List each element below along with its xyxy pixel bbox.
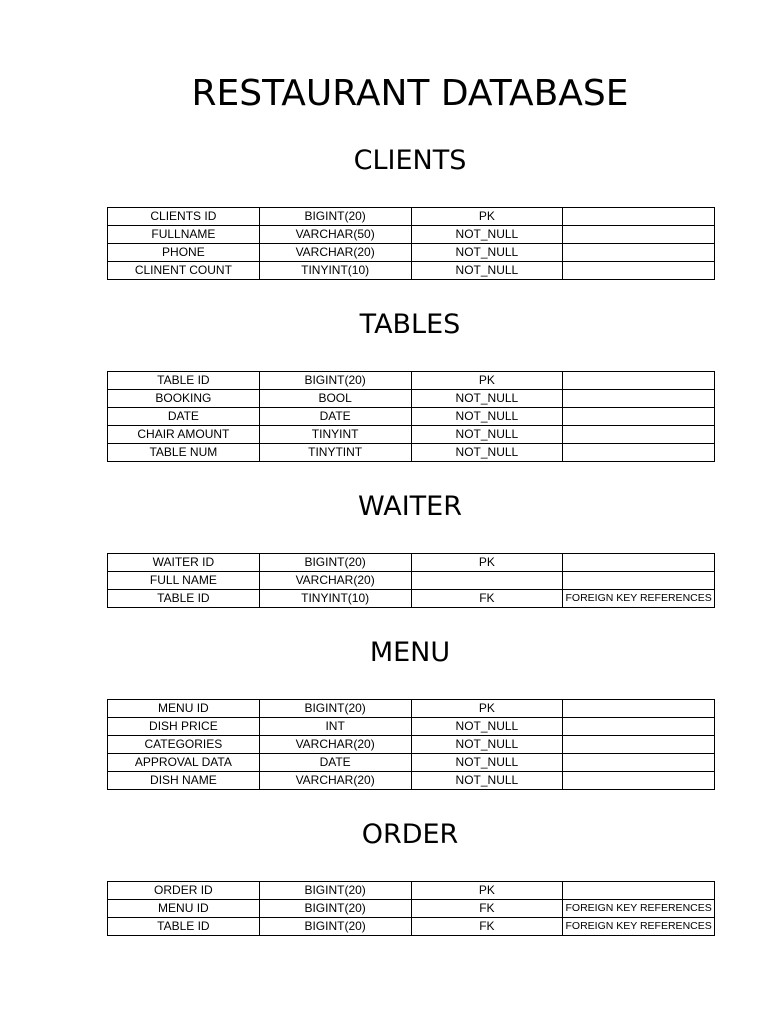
field-name-cell: TABLE ID [108,590,260,608]
table-row [108,408,715,426]
reference-cell [563,244,715,262]
reference-cell [563,262,715,280]
table-row [108,918,715,936]
table-waiter [107,553,715,608]
table-row [108,426,715,444]
constraint-cell: NOT_NULL [411,426,563,444]
table-row [108,372,715,390]
field-name-cell: CLINENT COUNT [108,262,260,280]
constraint-cell: NOT_NULL [411,262,563,280]
reference-cell [563,718,715,736]
constraint-cell: PK [411,700,563,718]
reference-cell: FOREIGN KEY REFERENCES [563,918,715,936]
constraint-cell: NOT_NULL [411,408,563,426]
reference-cell [563,372,715,390]
constraint-cell: PK [411,882,563,900]
reference-cell: FOREIGN KEY REFERENCES [563,900,715,918]
field-name-cell: ORDER ID [108,882,260,900]
table-row [108,900,715,918]
table-row [108,226,715,244]
constraint-cell: NOT_NULL [411,226,563,244]
field-name-cell: DATE [108,408,260,426]
field-name-cell: TABLE ID [108,372,260,390]
reference-cell [563,390,715,408]
field-type-cell: BIGINT(20) [259,882,411,900]
constraint-cell: NOT_NULL [411,390,563,408]
field-name-cell: CHAIR AMOUNT [108,426,260,444]
constraint-cell: FK [411,900,563,918]
field-type-cell: BIGINT(20) [259,700,411,718]
field-name-cell: BOOKING [108,390,260,408]
constraint-cell: PK [411,554,563,572]
field-type-cell: INT [259,718,411,736]
field-name-cell: TABLE ID [108,918,260,936]
field-type-cell: DATE [259,754,411,772]
field-type-cell: VARCHAR(20) [259,772,411,790]
field-name-cell: MENU ID [108,900,260,918]
reference-cell: FOREIGN KEY REFERENCES [563,590,715,608]
table-menu [107,699,715,790]
field-type-cell: VARCHAR(20) [259,572,411,590]
field-type-cell: TINYTINT [259,444,411,462]
reference-cell [563,444,715,462]
constraint-cell: NOT_NULL [411,244,563,262]
table-row [108,390,715,408]
reference-cell [563,572,715,590]
reference-cell [563,736,715,754]
field-name-cell: CATEGORIES [108,736,260,754]
table-row [108,262,715,280]
field-type-cell: DATE [259,408,411,426]
reference-cell [563,226,715,244]
constraint-cell: NOT_NULL [411,754,563,772]
field-type-cell: BIGINT(20) [259,372,411,390]
constraint-cell: NOT_NULL [411,444,563,462]
field-name-cell: PHONE [108,244,260,262]
field-type-cell: VARCHAR(20) [259,736,411,754]
field-type-cell: TINYINT [259,426,411,444]
field-type-cell: BIGINT(20) [259,208,411,226]
reference-cell [563,882,715,900]
reference-cell [563,408,715,426]
field-type-cell: TINYINT(10) [259,262,411,280]
section-title-waiter: WAITER [358,491,462,522]
constraint-cell: FK [411,918,563,936]
constraint-cell: FK [411,590,563,608]
field-type-cell: BIGINT(20) [259,918,411,936]
table-clients [107,207,715,280]
table-row [108,208,715,226]
table-row [108,772,715,790]
table-row [108,736,715,754]
field-name-cell: FULL NAME [108,572,260,590]
reference-cell [563,554,715,572]
constraint-cell [411,572,563,590]
table-row [108,444,715,462]
field-type-cell: BIGINT(20) [259,900,411,918]
section-title-tables: TABLES [359,309,461,340]
section-title-order: ORDER [361,819,459,850]
reference-cell [563,754,715,772]
field-type-cell: VARCHAR(20) [259,244,411,262]
document-title: RESTAURANT DATABASE [191,73,629,114]
table-row [108,244,715,262]
field-name-cell: CLIENTS ID [108,208,260,226]
field-name-cell: FULLNAME [108,226,260,244]
table-row [108,718,715,736]
table-tables [107,371,715,462]
field-name-cell: WAITER ID [108,554,260,572]
field-type-cell: BOOL [259,390,411,408]
table-row [108,554,715,572]
table-row [108,882,715,900]
field-type-cell: VARCHAR(50) [259,226,411,244]
reference-cell [563,772,715,790]
reference-cell [563,700,715,718]
field-type-cell: TINYINT(10) [259,590,411,608]
reference-cell [563,208,715,226]
field-name-cell: DISH NAME [108,772,260,790]
constraint-cell: PK [411,372,563,390]
constraint-cell: NOT_NULL [411,772,563,790]
table-row [108,700,715,718]
constraint-cell: NOT_NULL [411,718,563,736]
constraint-cell: NOT_NULL [411,736,563,754]
table-order [107,881,715,936]
section-title-menu: MENU [369,637,451,668]
table-row [108,754,715,772]
field-name-cell: APPROVAL DATA [108,754,260,772]
reference-cell [563,426,715,444]
field-name-cell: MENU ID [108,700,260,718]
constraint-cell: PK [411,208,563,226]
field-type-cell: BIGINT(20) [259,554,411,572]
table-row [108,572,715,590]
field-name-cell: DISH PRICE [108,718,260,736]
field-name-cell: TABLE NUM [108,444,260,462]
section-title-clients: CLIENTS [353,145,467,176]
table-row [108,590,715,608]
